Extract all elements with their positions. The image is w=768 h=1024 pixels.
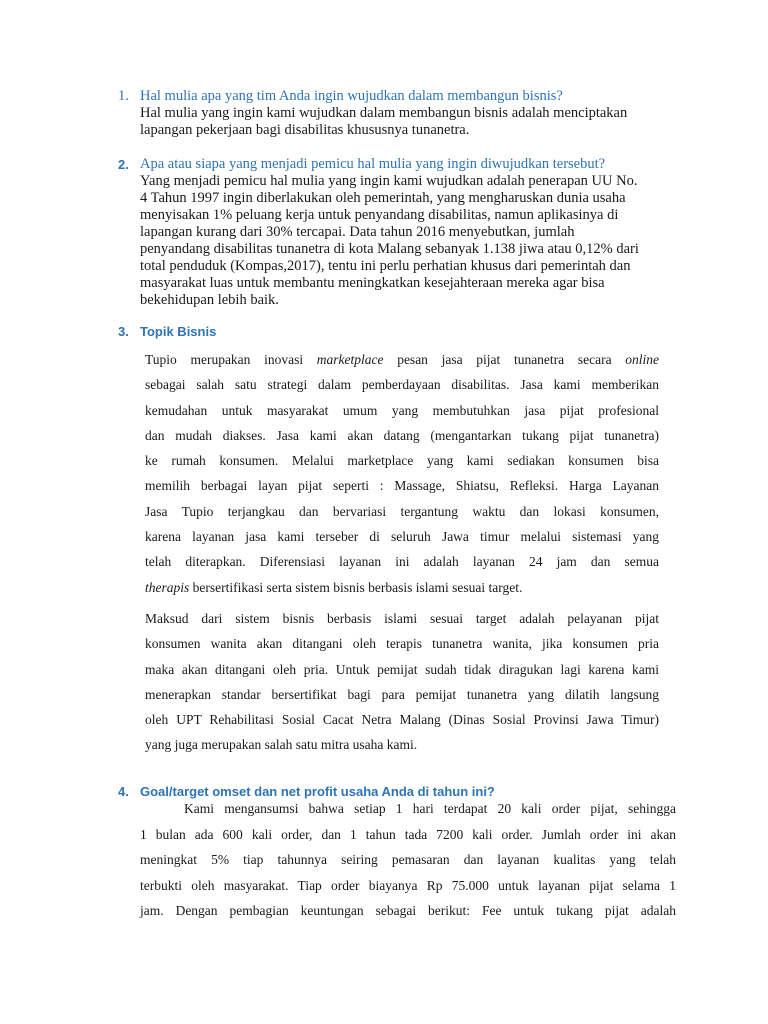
section-1-answer [140,105,670,139]
paragraph-line: Kami mengansumsi bahwa setiap 1 hari terdapat 20 kali order pijat, sehingga [184,801,676,816]
section-2-question: Apa atau siapa yang menjadi pemicu hal mulia yang ingin diwujudkan tersebut? [140,156,606,172]
paragraph-line: memilih berbagai layan pijat seperti : Massage, Shiatsu, Refleksi. Harga Layanan [145,478,659,494]
paragraph-line: terbukti oleh masyarakat. Tiap order biayanya Rp 75.000 untuk layanan pijat selama 1 [140,877,676,893]
paragraph-line: yang juga merupakan salah satu mitra usaha kami. [145,737,418,753]
section-3-paragraph-1 [145,347,659,600]
paragraph-line: meningkat 5% tiap tahunnya seiring pemasaran dan layanan kualitas yang telah [140,852,676,867]
paragraph-line: Maksud dari sistem bisnis berbasis islami sesuai target adalah pelayanan pijat [145,611,659,626]
section-4-answer [140,796,676,924]
section-4-question: Goal/target omset dan net profit usaha Anda di tahun ini? [140,784,495,799]
paragraph-line: Tupio merupakan inovasi marketplace pesan jasa pijat tunanetra secara online [145,352,659,367]
section-3-heading: Topik Bisnis [140,324,217,339]
section-2-number: 2. [118,157,129,172]
section-3-paragraph-2 [145,606,659,758]
answer-line: lapangan pekerjaan bagi disabilitas khususnya tunanetra. [140,122,470,138]
answer-line: Hal mulia yang ingin kami wujudkan dalam membangun bisnis adalah menciptakan [140,105,628,121]
paragraph-line: Jasa Tupio terjangkau dan bervariasi tergantung waktu dan lokasi konsumen, [145,503,659,519]
answer-line: menyisakan 1% peluang kerja untuk penyandang disabilitas, namun aplikasinya di [140,207,619,223]
paragraph-line: dan mudah diakses. Jasa kami akan datang (mengantarkan tukang pijat tunanetra) [145,427,659,443]
section-3-number: 3. [118,324,129,339]
paragraph-line: ke rumah konsumen. Melalui marketplace yang kami sediakan konsumen bisa [145,453,659,469]
paragraph-line: kemudahan untuk masyarakat umum yang membutuhkan jasa pijat profesional [145,402,659,418]
paragraph-line: sebagai salah satu strategi dalam pemberdayaan disabilitas. Jasa kami memberikan [145,377,659,393]
section-4-number: 4. [118,784,129,799]
paragraph-line: maka akan ditangani oleh pria. Untuk pemijat sudah tidak diragukan lagi karena kami [145,661,659,677]
paragraph-line: 1 bulan ada 600 kali order, dan 1 tahun tada 7200 kali order. Jumlah order ini akan [140,826,676,842]
answer-line: Yang menjadi pemicu hal mulia yang ingin kami wujudkan adalah penerapan UU No. [140,173,638,189]
section-2-answer [140,173,670,309]
answer-line: lapangan kurang dari 30% tercapai. Data tahun 2016 menyebutkan, jumlah [140,224,575,240]
paragraph-line: telah diterapkan. Diferensiasi layanan ini adalah layanan 24 jam dan semua [145,554,659,570]
paragraph-line: oleh UPT Rehabilitasi Sosial Cacat Netra Malang (Dinas Sosial Provinsi Jawa Timur) [145,712,659,728]
paragraph-line: jam. Dengan pembagian keuntungan sebagai berikut: Fee untuk tukang pijat adalah [140,903,676,918]
answer-line: 4 Tahun 1997 ingin diberlakukan oleh pemerintah, yang mengharuskan dunia usaha [140,190,626,206]
paragraph-line: therapis bersertifikasi serta sistem bisnis berbasis islami sesuai target. [145,579,523,595]
answer-line: masyarakat luas untuk membantu meningkatkan kesejahteraan mereka agar bisa [140,275,605,291]
section-1-number: 1. [118,88,129,104]
answer-line: bekehidupan lebih baik. [140,292,279,308]
paragraph-line: menerapkan standar bersertifikat bagi para pemijat tunanetra yang dilatih langsung [145,686,659,702]
answer-line: total penduduk (Kompas,2017), tentu ini perlu perhatian khusus dari pemerintah dan [140,258,631,274]
answer-line: penyandang disabilitas tunanetra di kota Malang sebanyak 1.138 jiwa atau 0,12% dari [140,241,639,257]
paragraph-line: konsumen wanita akan ditangani oleh terapis tunanetra wanita, jika konsumen pria [145,636,659,652]
section-1-question: Hal mulia apa yang tim Anda ingin wujudkan dalam membangun bisnis? [140,88,563,104]
paragraph-line: karena layanan jasa kami terseber di seluruh Jawa timur melalui sistemasi yang [145,529,659,545]
